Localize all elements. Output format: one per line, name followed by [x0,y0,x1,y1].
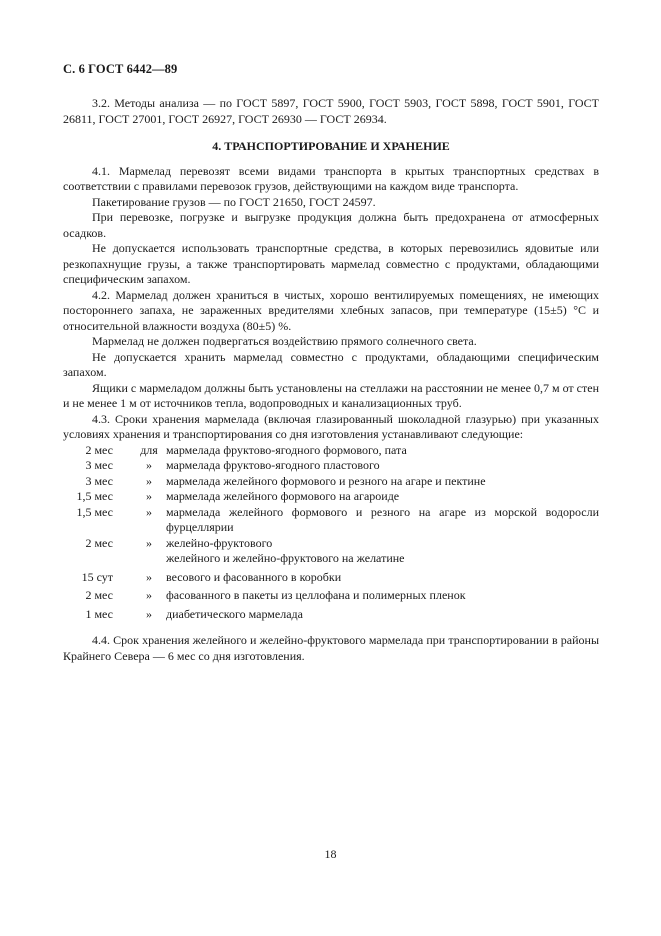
paragraph-boxes: Ящики с мармеладом должны быть установлены на стеллажи на расстоянии не менее 0,7 м от стен и не менее 1 м от источников тепла, водопроводных и канализационных труб. [63,380,599,410]
list-item [63,551,599,567]
ditto-mark: » [146,473,152,488]
storage-term: 3 мес [85,458,113,472]
paragraph-4-4: 4.4. Срок хранения желейного и желейно-фруктового мармелада при транспортировании в районы Крайнего Севера — 6 мес со дня изготовления. [63,633,599,663]
ditto-mark: » [146,458,152,472]
storage-term: 2 мес [85,588,113,602]
storage-term: 1,5 мес [76,504,113,519]
list-item [63,570,599,586]
list-item [63,458,599,474]
page-header: С. 6 ГОСТ 6442—89 [63,62,178,76]
list-item [63,536,599,552]
paragraph-vehicles: Не допускается использовать транспортные средства, в которых перевозились ядовитые или резкопахнущие грузы, а также транспортировать мармелад совместно с продуктами, обладающими специфическим запахом. [63,241,599,286]
page-content [63,96,599,664]
page-number: 18 [324,847,337,861]
list-item [63,443,599,459]
paragraph-loading: При перевозке, погрузке и выгрузке продукция должна быть предохранена от атмосферных осадков. [63,210,599,240]
paragraph-4-2: 4.2. Мармелад должен храниться в чистых, хорошо вентилируемых помещениях, не имеющих постороннего запаха, не зараженных вредителями хлебных запасов, при температуре (15±5) °С и относительной влажности воздуха (80±5) %. [63,287,599,333]
product-description: желейно-фруктового [166,535,273,550]
section-title: 4. ТРАНСПОРТИРОВАНИЕ И ХРАНЕНИЕ [212,139,450,153]
ditto-mark: » [146,606,152,621]
product-description: мармелада желейного формового на агароиде [166,489,400,503]
paragraph-3-2: 3.2. Методы анализа — по ГОСТ 5897, ГОСТ 5900, ГОСТ 5903, ГОСТ 5898, ГОСТ 5901, ГОСТ 26811, ГОСТ 27001, ГОСТ 26927, ГОСТ 26930 — ГОСТ 26934. [63,96,599,126]
product-description: весового и фасованного в коробки [166,569,342,584]
list-item [63,505,599,536]
product-description: желейного и желейно-фруктового на желатине [166,551,405,565]
storage-terms-list [63,443,599,623]
list-item [63,607,599,623]
storage-term: 2 мес [85,442,113,457]
ditto-mark: » [146,588,152,602]
paragraph-4-1: 4.1. Мармелад перевозят всеми видами транспорта в крытых транспортных средствах в соответствии с правилами перевозок грузов, действующими на каждом виде транспорта. [63,163,599,193]
storage-term: 3 мес [85,473,113,488]
storage-term: 1,5 мес [76,489,113,503]
product-description: мармелада фруктово-ягодного пластового [166,458,380,472]
product-description: фасованного в пакеты из целлофана и полимерных пленок [166,588,466,602]
storage-term: 1 мес [85,606,113,621]
paragraph-packaging: Пакетирование грузов — по ГОСТ 21650, ГОСТ 24597. [92,194,376,209]
list-item [63,489,599,505]
paragraph-odor: Не допускается хранить мармелад совместно с продуктами, обладающими специфическим запахом. [63,349,599,379]
product-description: мармелада фруктово-ягодного формового, пата [166,442,407,457]
list-item [63,588,599,604]
list-item [63,474,599,490]
storage-term: 15 сут [81,569,113,584]
product-description: диабетического мармелада [166,606,303,621]
ditto-mark: » [146,535,152,550]
ditto-mark: » [146,489,152,503]
storage-term: 2 мес [85,535,113,550]
product-description: мармелада желейного формового и резного на агаре и пектине [166,473,486,488]
paragraph-sunlight: Мармелад не должен подвергаться воздействию прямого солнечного света. [92,334,477,348]
product-description: мармелада желейного формового и резного на агаре из морской водоросли фурцеллярии [166,504,599,534]
ditto-mark: » [146,504,152,519]
paragraph-4-3: 4.3. Сроки хранения мармелада (включая глазированный шоколадной глазурью) при указанных условиях хранения и транспортирования со дня изготовления устанавливают следующие: [63,411,599,441]
ditto-mark: для [140,442,158,457]
ditto-mark: » [146,569,152,584]
